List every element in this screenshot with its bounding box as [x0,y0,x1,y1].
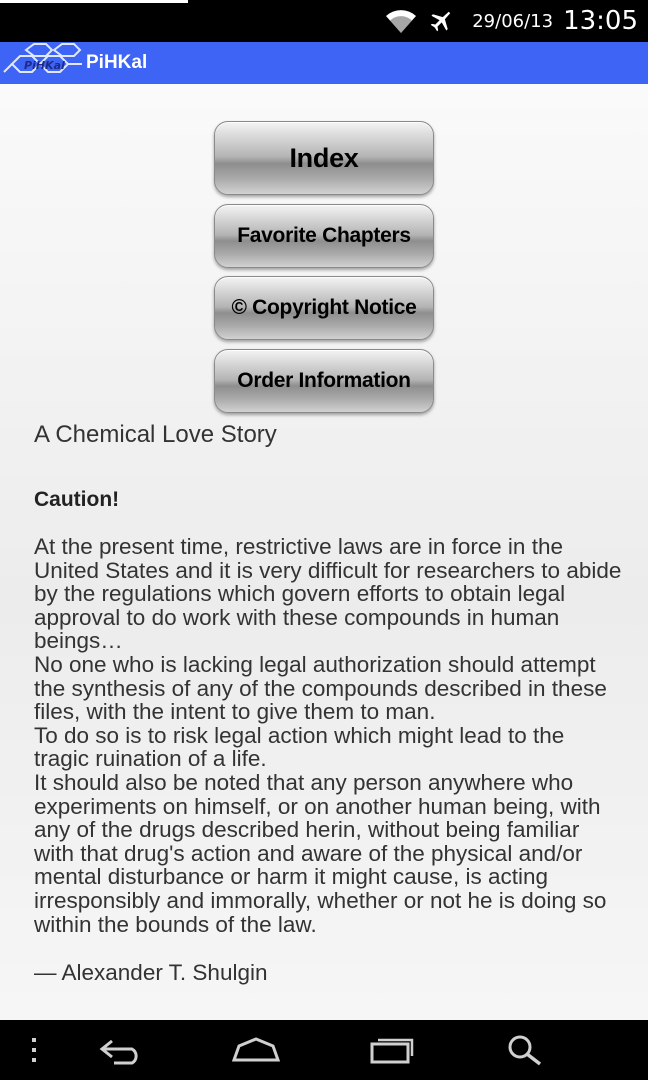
paragraph: To do so is to risk legal action which might lead to the tragic ruination of a life. [34,722,565,772]
navigation-bar [0,1020,648,1080]
wifi-icon [384,7,418,35]
status-time: 13:05 [563,6,638,36]
paragraph: It should also be noted that any person anywhere who experiments on himself, or on another human being, with any of the drugs described herin, without being familiar with that drug's action and aware of the physical and/or mental disturbance or harm it might cause, is acting irresponsibly and immorally, whether or not he is doing so within the bounds of the law. [34,769,607,937]
status-date: 29/06/13 [472,10,554,32]
recent-apps-icon[interactable] [362,1020,422,1080]
paragraph: At the present time, restrictive laws are in force in the United States and it is very difficult for researchers to abide by the regulations which govern efforts to obtain legal approval to do work with these compounds in human beings… [34,534,622,654]
home-icon[interactable] [226,1020,286,1080]
app-title: PiHKal [86,52,148,73]
status-icons [384,0,638,42]
search-icon[interactable] [496,1020,556,1080]
signature: — Alexander T. Shulgin [34,960,268,985]
subtitle-text: A Chemical Love Story [34,421,277,448]
copyright-notice-button[interactable]: © Copyright Notice [214,276,434,340]
logo-text: PiHKal [24,59,65,72]
notification-progress [0,0,188,3]
order-information-button[interactable]: Order Information [214,349,434,413]
back-icon[interactable] [92,1020,152,1080]
action-bar [0,42,648,84]
airplane-mode-icon [428,8,454,34]
app-logo-icon[interactable] [2,42,84,84]
subtitle-cut-off [34,421,634,457]
main-menu [0,84,648,434]
index-button[interactable]: Index [214,121,434,195]
menu-dots-icon[interactable] [14,1020,54,1080]
favorite-chapters-button[interactable]: Favorite Chapters [214,204,434,268]
paragraph: No one who is lacking legal authorization should attempt the synthesis of any of the compounds described in these files, with the intent to give them to man. [34,651,607,725]
content-area [0,84,648,1020]
caution-body [34,535,624,936]
caution-heading: Caution! [34,488,120,511]
status-bar [0,0,648,42]
